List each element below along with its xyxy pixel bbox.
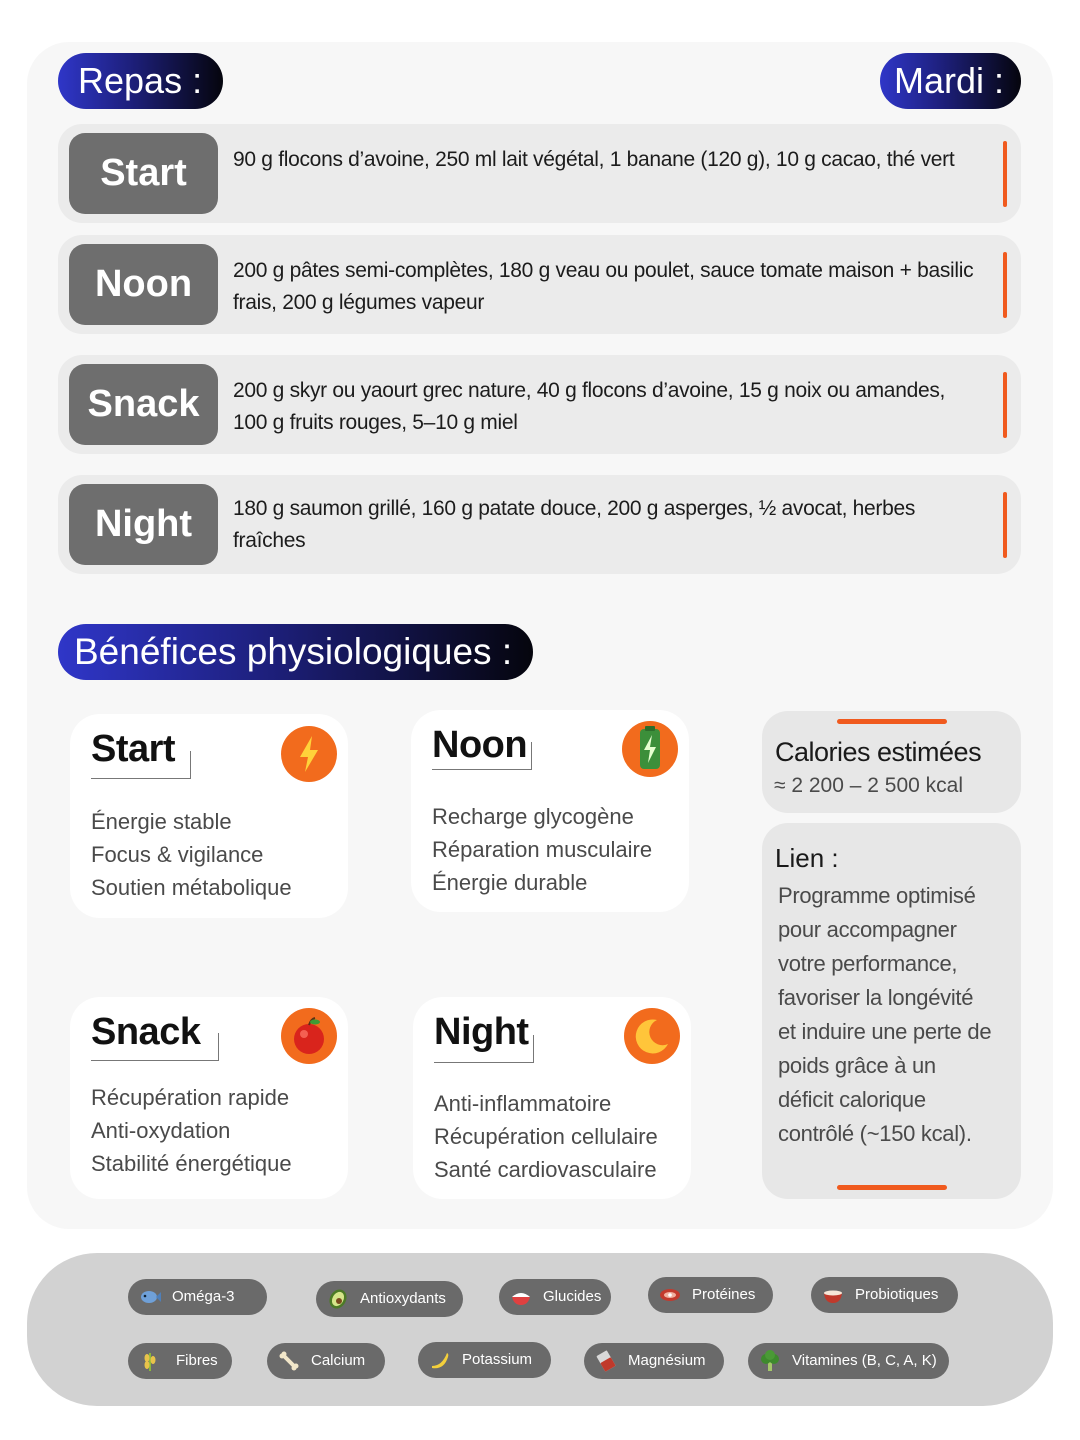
benefit-card-start xyxy=(70,714,348,918)
meal-description: 90 g flocons d’avoine, 250 ml lait végétal, 1 banane (120 g), 10 g cacao, thé vert xyxy=(233,148,955,171)
benefit-line: Récupération cellulaire xyxy=(434,1124,658,1149)
benefit-card-noon xyxy=(411,710,689,912)
accent-bar xyxy=(1003,252,1007,318)
lien-card xyxy=(762,823,1021,1199)
nutrient-label: Oméga-3 xyxy=(172,1288,235,1305)
benefit-lines xyxy=(91,805,292,904)
nutrient-label: Potassium xyxy=(462,1351,533,1368)
bone-icon xyxy=(277,1349,301,1373)
meal-row-start xyxy=(58,124,1021,223)
meal-tag: Snack xyxy=(69,364,218,445)
accent-dash xyxy=(837,1185,947,1190)
day-title: Mardi : xyxy=(880,53,1021,109)
nutrient-chip-magnesium xyxy=(584,1343,724,1379)
benefit-line: Récupération rapide xyxy=(91,1085,290,1110)
rice-icon xyxy=(509,1285,533,1309)
benefit-name: Snack xyxy=(91,1011,201,1053)
lien-text xyxy=(778,879,991,1151)
grain-icon xyxy=(138,1349,162,1373)
meal-tag: Noon xyxy=(69,244,218,325)
accent-bar xyxy=(1003,372,1007,438)
meal-description: 200 g skyr ou yaourt grec nature, 40 g flocons d’avoine, 15 g noix ou amandes, 100 g fruits rouges, 5–10 g miel xyxy=(233,379,946,434)
title-underline xyxy=(432,742,532,770)
nutrient-label: Protéines xyxy=(692,1286,756,1303)
accent-dash xyxy=(837,719,947,724)
battery-icon xyxy=(622,721,678,777)
benefit-lines xyxy=(432,800,652,899)
meat-icon xyxy=(658,1283,682,1307)
lien-line: Programme optimisé xyxy=(778,883,976,908)
nutrient-label: Vitamines (B, C, A, K) xyxy=(792,1352,937,1369)
benefit-line: Recharge glycogène xyxy=(432,804,634,829)
benefit-line: Focus & vigilance xyxy=(91,842,264,867)
lien-line: contrôlé (~150 kcal). xyxy=(778,1121,972,1146)
benefit-lines xyxy=(434,1087,658,1186)
lightning-icon xyxy=(281,726,337,782)
benefit-line: Anti-oxydation xyxy=(91,1118,231,1143)
chocolate-icon xyxy=(594,1349,618,1373)
benefit-card-snack xyxy=(70,997,348,1199)
accent-bar xyxy=(1003,492,1007,558)
meal-tag: Start xyxy=(69,133,218,214)
apple-icon xyxy=(281,1008,337,1064)
meal-tag: Night xyxy=(69,484,218,565)
nutrient-chip-omega3 xyxy=(128,1279,267,1315)
meal-description: 180 g saumon grillé, 160 g patate douce, 200 g asperges, ½ avocat, herbes fraîches xyxy=(233,497,916,552)
accent-bar xyxy=(1003,141,1007,207)
lien-line: votre performance, xyxy=(778,951,958,976)
calories-card xyxy=(762,711,1021,813)
avocado-icon xyxy=(326,1287,350,1311)
nutrient-label: Probiotiques xyxy=(855,1286,939,1303)
nutrient-label: Antioxydants xyxy=(360,1290,446,1307)
benefit-name: Start xyxy=(91,728,176,770)
nutrient-chip-glucides xyxy=(499,1279,611,1315)
lien-label: Lien : xyxy=(775,843,839,873)
nutrient-chip-probiotiques xyxy=(811,1277,958,1313)
broccoli-icon xyxy=(758,1349,782,1373)
benefit-line: Soutien métabolique xyxy=(91,875,292,900)
lien-line: pour accompagner xyxy=(778,917,957,942)
benefit-line: Anti-inflammatoire xyxy=(434,1091,612,1116)
benefit-name: Night xyxy=(434,1011,529,1053)
title-underline xyxy=(91,1033,219,1061)
benefit-line: Réparation musculaire xyxy=(432,837,653,862)
calories-label: Calories estimées xyxy=(775,737,982,767)
meal-row-night xyxy=(58,475,1021,574)
benefit-lines xyxy=(91,1081,292,1180)
nutrient-chip-calcium xyxy=(267,1343,385,1379)
benefit-line: Santé cardiovasculaire xyxy=(434,1157,657,1182)
lien-line: et induire une perte de xyxy=(778,1019,992,1044)
yogurt-bowl-icon xyxy=(821,1283,845,1307)
nutrient-chip-potassium xyxy=(418,1342,551,1378)
calories-value: ≈ 2 200 – 2 500 kcal xyxy=(774,774,963,797)
benefit-name: Noon xyxy=(432,724,528,766)
nutrients-footer xyxy=(27,1253,1053,1406)
benefit-card-night xyxy=(413,997,691,1199)
lien-line: poids grâce à un xyxy=(778,1053,936,1078)
title-underline xyxy=(91,751,191,779)
fish-icon xyxy=(138,1285,162,1309)
meal-description: 200 g pâtes semi-complètes, 180 g veau ou poulet, sauce tomate maison + basilic frais, 200 g légumes vapeur xyxy=(233,259,974,314)
benefit-line: Énergie durable xyxy=(432,870,588,895)
nutrient-chip-vitamines xyxy=(748,1343,949,1379)
meals-title: Repas : xyxy=(58,53,223,109)
nutrient-label: Fibres xyxy=(176,1352,218,1369)
nutrient-label: Glucides xyxy=(543,1288,602,1305)
benefit-line: Stabilité énergétique xyxy=(91,1151,292,1176)
nutrient-label: Magnésium xyxy=(628,1352,706,1369)
nutrient-label: Calcium xyxy=(311,1352,366,1369)
title-underline xyxy=(434,1035,534,1063)
banana-icon xyxy=(428,1348,452,1372)
moon-icon xyxy=(624,1008,680,1064)
meal-row-noon xyxy=(58,235,1021,334)
benefits-title: Bénéfices physiologiques : xyxy=(58,624,533,680)
nutrient-chip-fibres xyxy=(128,1343,232,1379)
nutrient-chip-antioxydants xyxy=(316,1281,463,1317)
benefit-line: Énergie stable xyxy=(91,809,232,834)
nutrient-chip-proteines xyxy=(648,1277,773,1313)
lien-line: déficit calorique xyxy=(778,1087,926,1112)
meal-row-snack xyxy=(58,355,1021,454)
lien-line: favoriser la longévité xyxy=(778,985,974,1010)
